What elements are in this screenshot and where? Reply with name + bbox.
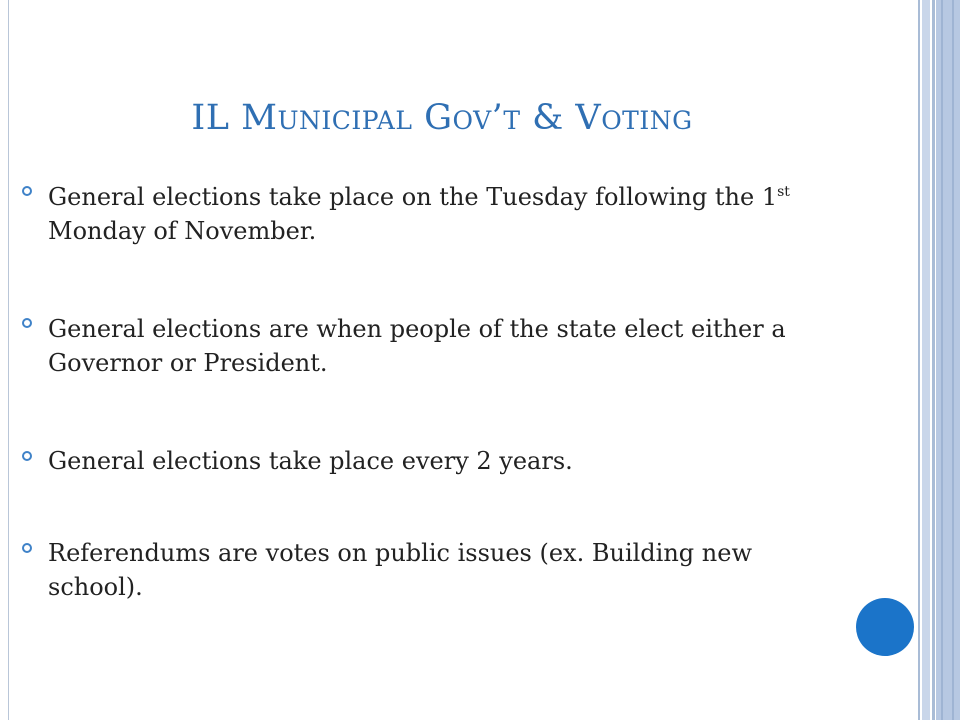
bullet-circle-icon <box>22 186 32 196</box>
border-stripe <box>941 0 943 720</box>
title-part: G <box>412 98 453 138</box>
title-part: OV <box>452 106 492 135</box>
title-part: V <box>575 98 602 138</box>
border-stripe <box>922 0 930 720</box>
bullet-text: Referendums are votes on public issues (ex. Building new school). <box>48 539 752 601</box>
bullet-item <box>48 536 848 604</box>
title-part: IL <box>191 98 242 138</box>
ordinal-superscript: st <box>777 184 790 200</box>
bullet-circle-icon <box>22 451 32 461</box>
title-part: OTING <box>601 106 693 135</box>
title-part: ’ <box>491 98 504 138</box>
bullet-item <box>48 444 848 478</box>
bullet-text: General elections take place on the Tuesday following the 1 <box>48 183 778 211</box>
title-part: M <box>241 98 278 138</box>
title-part: & <box>520 98 576 138</box>
border-stripe <box>936 0 960 720</box>
bullet-circle-icon <box>22 543 32 553</box>
bullet-circle-icon <box>22 318 32 328</box>
border-stripe <box>932 0 935 720</box>
bullet-text: Monday of November. <box>48 217 317 245</box>
title-part: UNICIPAL <box>277 106 413 135</box>
bullet-text: General elections are when people of the state elect either a Governor or President. <box>48 315 786 377</box>
border-stripe <box>918 0 920 720</box>
border-stripe <box>952 0 954 720</box>
bullet-item <box>48 180 848 248</box>
title-part: T <box>503 106 521 135</box>
bullet-text: General elections take place every 2 years. <box>48 447 573 475</box>
bullet-item <box>48 312 848 380</box>
